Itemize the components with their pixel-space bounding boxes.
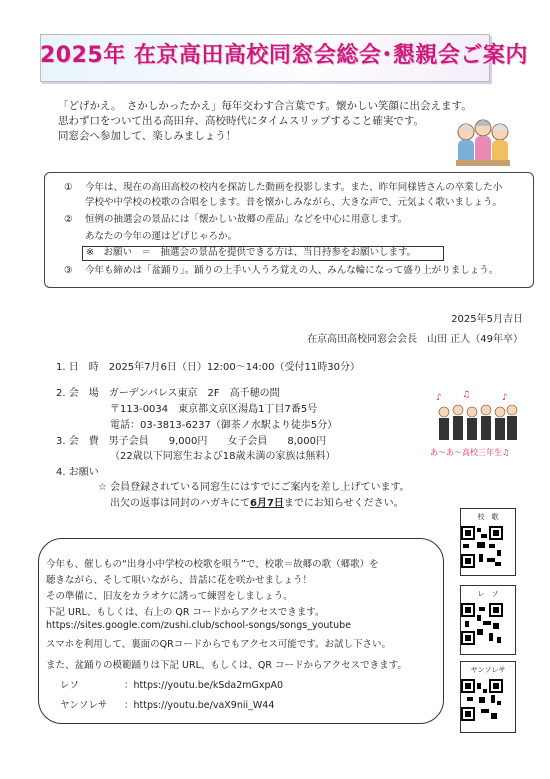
yansoresa-url[interactable]: ：https://youtu.be/vaX9nii_W44 [124,700,275,711]
qr-school-song[interactable] [460,508,516,576]
elderly-group-illustration [452,110,514,172]
detail-venue: 2. 会 場 ガーデンパレス東京 2F 高千穂の間 [56,388,280,399]
request-line2: 出欠の返事は同封のハガキにて6月7日までにお知らせください。 [110,498,404,509]
box2-line6: スマホを利用して、裏面のQRコードからでもアクセス可能です。お試し下さい。 [46,639,392,650]
note-1-line2: 学校や中学校の校歌の合唱をします。昔を懐かしみながら、大きな声で、元気よく歌いましょう。 [85,197,503,208]
reply-deadline: 6月7日 [250,498,284,509]
box2-line4: 下記 URL、もしくは、右上の QR コードからアクセスできます。 [46,607,325,618]
note-3-marker: ③ [64,265,73,276]
note-2-line2: あなたの今年の運はどげじゃろか。 [85,231,238,242]
reso-label: レソ [60,680,80,691]
box2-line1: 今年も、催しもの“出身小中学校の校歌を唄う”で、校歌＝故郷の歌（郷歌）を [46,559,379,570]
svg-text:♪: ♪ [436,393,442,403]
detail-fee: 3. 会 費 男子会員 9,000円 女子会員 8,000円 [56,436,326,447]
sender: 在京高田高校同窓会会長 山田 正人（49年卒） [307,334,523,345]
yansoresa-label: ヤンソレサ [60,700,108,711]
school-songs-url[interactable]: https://sites.google.com/zushi.club/school-songs/songs_youtube [46,620,352,631]
box2-line2: 聴きながら、そして唄いながら、昔話に花を咲かせましょう！ [46,575,313,586]
choir-illustration [432,390,522,444]
qr-code-icon [461,526,503,568]
note-1-marker: ① [64,182,73,193]
detail-request: 4. お願い [56,467,99,478]
qr-label-yansoresa: ヤンソレサ [470,666,506,674]
issue-date: 2025年5月吉日 [451,314,523,325]
box2-line3: その準備に、旧友をカラオケに誘って練習をしましょう。 [46,591,293,602]
detail-address: 〒113-0034 東京都文京区湯島1丁目7番5号 [110,404,318,415]
qr-code-icon [461,679,503,721]
qr-code-icon [461,603,503,645]
detail-phone: 電話：03-3813-6237（御茶ノ水駅より徒歩5分） [110,420,338,431]
note-1-line1: 今年は、現在の高田高校の校内を探訪した動画を投影します。また、昨年同様皆さんの卒業した小 [85,182,503,193]
reso-url[interactable]: ：https://youtu.be/kSda2mGxpA0 [124,680,284,691]
note-2-marker: ② [64,214,73,225]
qr-label-reso: レ ソ [477,590,499,598]
qr-yansoresa[interactable] [460,661,516,733]
notice-text: ※ お願い ＝ 抽選会の景品を提供できる方は、当日持参をお願いします。 [86,247,417,258]
intro-text: 「どげかえ。 さかしかったかえ」毎年交わす合言葉です。懐かしい笑顔に出会えます。 思わず口をついて出る高田弁、高校時代にタイムスリップすること確実です。 同窓会へ参加して、楽しみましょう！ [58,100,472,142]
page-title: 2025年 在京高田高校同窓会総会･懇親会ご案内 [40,43,528,68]
qr-label-school-song: 校 歌 [477,513,499,521]
choir-caption: あ～あ～高校三年生♫ [430,448,510,457]
box2-line7: また、盆踊りの模範踊りは下記 URL、もしくは、QR コードからアクセスできます。 [46,660,407,671]
detail-fee-note: （22歳以下同窓生および18歳未満の家族は無料） [110,451,336,462]
svg-text:♪: ♪ [502,393,508,403]
qr-reso[interactable] [460,585,516,655]
request-line1: ☆ 会員登録されている同窓生にはすでにご案内を差し上げています。 [98,482,410,493]
svg-text:♫: ♫ [462,390,471,400]
note-2-line1: 恒例の抽選会の景品には「懐かしい故郷の産品」などを中心に用意します。 [85,214,408,225]
note-3-line1: 今年も締めは「盆踊り」。踊りの上手い人うろ覚えの人、みんな輪になって盛り上がりましょう。 [85,265,499,276]
detail-datetime: 1. 日 時 2025年7月6日（日）12:00～14:00（受付11時30分） [56,362,360,373]
